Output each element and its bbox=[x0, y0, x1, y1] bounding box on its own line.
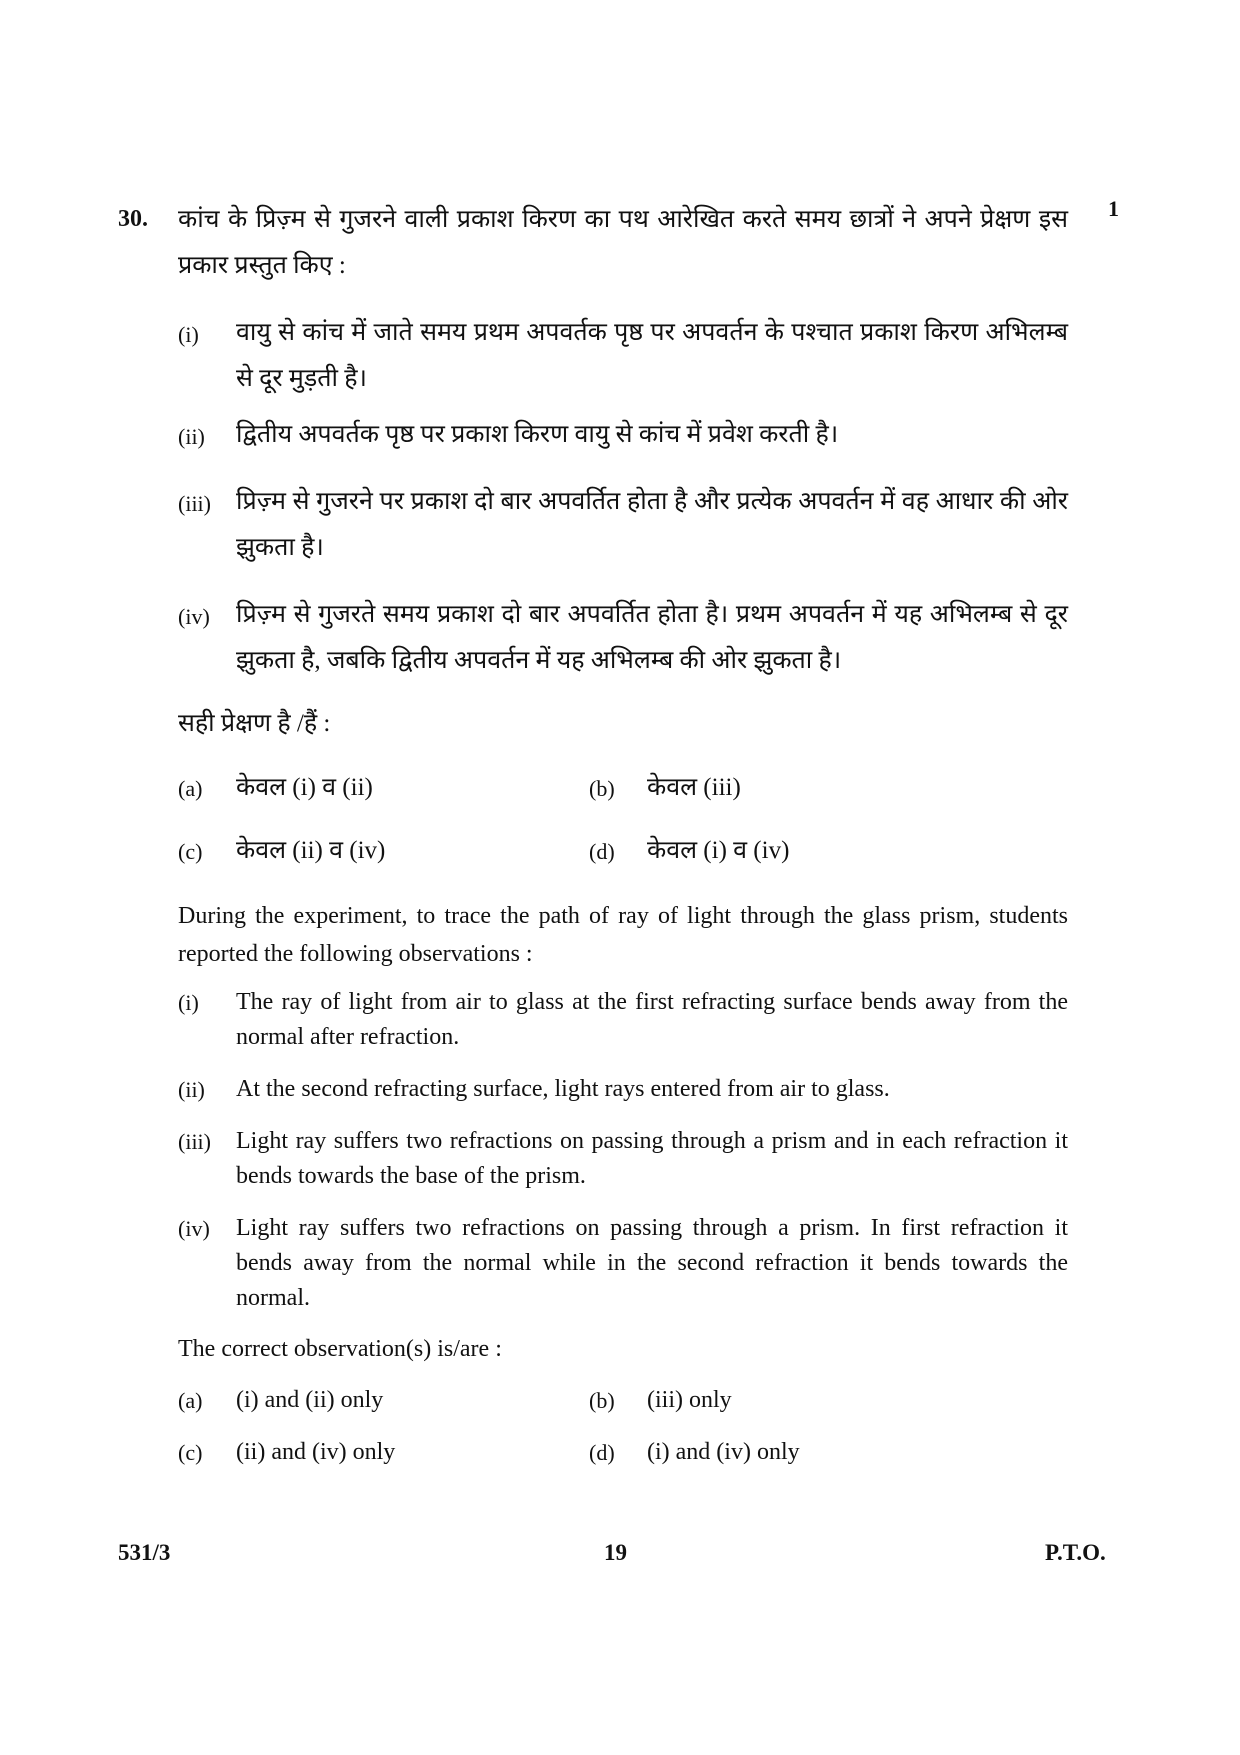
option-text: (i) and (iv) only bbox=[647, 1439, 800, 1465]
hindi-statement bbox=[178, 592, 1068, 684]
statement-label: (iv) bbox=[178, 1216, 210, 1241]
question-number: 30. bbox=[118, 206, 148, 232]
page-number: 19 bbox=[604, 1540, 627, 1565]
statement-label: (i) bbox=[178, 990, 199, 1015]
question-marks: 1 bbox=[1108, 196, 1119, 221]
hindi-statement bbox=[178, 479, 1068, 571]
option-text: (i) and (ii) only bbox=[236, 1387, 384, 1413]
english-statement bbox=[178, 1072, 1068, 1107]
statement-text: The ray of light from air to glass at the first refracting surface bends away from the normal after refraction. bbox=[236, 989, 1068, 1050]
english-statement bbox=[178, 1211, 1068, 1316]
option-label: (d) bbox=[589, 1440, 615, 1465]
hindi-question-stem: कांच के प्रिज़्म से गुजरने वाली प्रकाश किरण का पथ आरेखित करते समय छात्रों ने अपने प्रेक्षण इस प्रकार प्रस्तुत किए : bbox=[178, 206, 1068, 279]
statement-text: वायु से कांच में जाते समय प्रथम अपवर्तक पृष्ठ पर अपवर्तन के पश्चात प्रकाश किरण अभिलम्ब से दूर मुड़ती है। bbox=[236, 319, 1068, 392]
statement-label: (iii) bbox=[178, 491, 211, 516]
statement-label: (ii) bbox=[178, 1077, 205, 1102]
option-label: (b) bbox=[589, 1388, 615, 1413]
hindi-statement bbox=[178, 310, 1068, 402]
statement-text: Light ray suffers two refractions on passing through a prism and in each refraction it bends towards the base of the prism. bbox=[236, 1128, 1068, 1189]
option-label: (b) bbox=[589, 776, 615, 801]
statement-text: द्वितीय अपवर्तक पृष्ठ पर प्रकाश किरण वायु से कांच में प्रवेश करती है। bbox=[236, 421, 839, 448]
english-statement bbox=[178, 985, 1068, 1055]
option-text: केवल (iii) bbox=[647, 774, 741, 801]
option-label: (d) bbox=[589, 839, 615, 864]
option-label: (a) bbox=[178, 776, 203, 801]
option-text: केवल (ii) व (iv) bbox=[236, 837, 386, 864]
english-prompt: The correct observation(s) is/are : bbox=[178, 1336, 502, 1362]
statement-label: (i) bbox=[178, 322, 199, 347]
statement-text: Light ray suffers two refractions on passing through a prism. In first refraction it bends away from the normal while in the second refraction it bends towards the normal. bbox=[236, 1215, 1068, 1311]
option-label: (a) bbox=[178, 1388, 203, 1413]
english-statement bbox=[178, 1124, 1068, 1194]
statement-label: (ii) bbox=[178, 424, 205, 449]
option-label: (c) bbox=[178, 1440, 203, 1465]
option-text: केवल (i) व (iv) bbox=[647, 837, 790, 864]
paper-code: 531/3 bbox=[118, 1540, 171, 1565]
statement-text: प्रिज़्म से गुजरते समय प्रकाश दो बार अपवर्तित होता है। प्रथम अपवर्तन में यह अभिलम्ब से दूर झुकता है, जबकि द्वितीय अपवर्तन में यह अभिलम्ब की ओर झुकता है। bbox=[236, 601, 1068, 674]
statement-text: प्रिज़्म से गुजरने पर प्रकाश दो बार अपवर्तित होता है और प्रत्येक अपवर्तन में वह आधार की ओर झुकता है। bbox=[236, 488, 1068, 561]
statement-text: At the second refracting surface, light rays entered from air to glass. bbox=[236, 1076, 890, 1102]
option-text: (iii) only bbox=[647, 1387, 732, 1413]
hindi-statement bbox=[178, 412, 1068, 458]
pto-label: P.T.O. bbox=[1045, 1540, 1106, 1565]
option-text: केवल (i) व (ii) bbox=[236, 774, 373, 801]
option-label: (c) bbox=[178, 839, 203, 864]
statement-label: (iii) bbox=[178, 1129, 211, 1154]
hindi-prompt: सही प्रेक्षण है /हैं : bbox=[178, 710, 331, 737]
statement-label: (iv) bbox=[178, 604, 210, 629]
option-text: (ii) and (iv) only bbox=[236, 1439, 396, 1465]
english-question-stem: During the experiment, to trace the path of ray of light through the glass prism, students reported the following observations : bbox=[178, 903, 1068, 967]
